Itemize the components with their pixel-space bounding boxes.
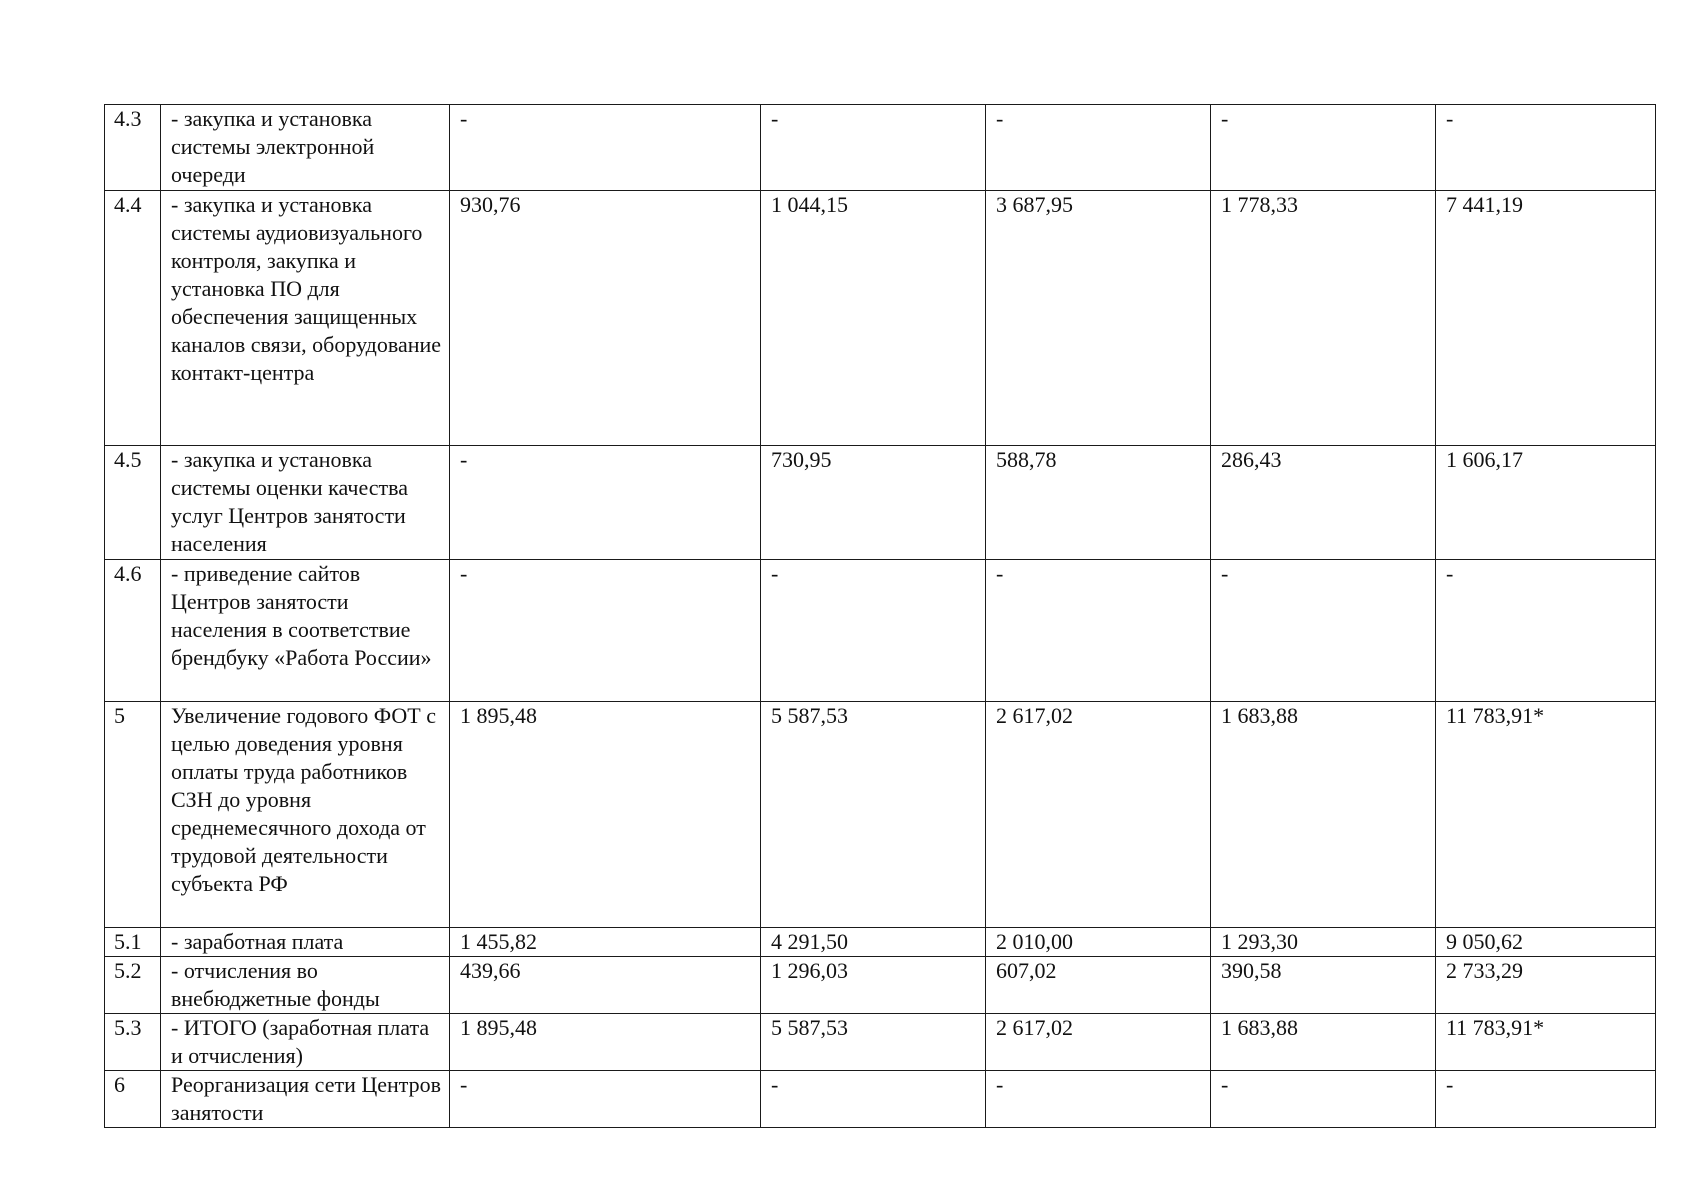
value-cell: 1 296,03 [761,957,986,1014]
row-description: - приведение сайтов Центров занятости населения в соответствие брендбуку «Работа России» [161,560,450,702]
row-description: - закупка и установка системы аудиовизуального контроля, закупка и установка ПО для обеспечения защищенных каналов связи, оборудование контакт-центра [161,191,450,446]
value-cell: 3 687,95 [986,191,1211,446]
value-cell: 1 895,48 [450,702,761,928]
value-cell: - [986,560,1211,702]
value-cell: - [450,105,761,191]
value-cell: 2 617,02 [986,702,1211,928]
row-number: 5.2 [105,957,161,1014]
row-description: - закупка и установка системы оценки качества услуг Центров занятости населения [161,446,450,560]
table-row [105,1071,1656,1128]
value-cell: - [986,1071,1211,1128]
row-description: - ИТОГО (заработная плата и отчисления) [161,1014,450,1071]
value-cell: 5 587,53 [761,1014,986,1071]
value-cell: 930,76 [450,191,761,446]
value-cell: 1 606,17 [1436,446,1656,560]
table-row [105,702,1656,928]
row-description: Увеличение годового ФОТ с целью доведения уровня оплаты труда работников СЗН до уровня среднемесячного дохода от трудовой деятельности субъекта РФ [161,702,450,928]
row-number: 5.1 [105,928,161,957]
value-cell: - [1436,1071,1656,1128]
row-description: - закупка и установка системы электронной очереди [161,105,450,191]
row-description: - заработная плата [161,928,450,957]
value-cell: 2 010,00 [986,928,1211,957]
row-number: 5.3 [105,1014,161,1071]
value-cell: - [1211,105,1436,191]
value-cell: 439,66 [450,957,761,1014]
value-cell: - [986,105,1211,191]
value-cell: - [1211,1071,1436,1128]
table-row [105,957,1656,1014]
value-cell: 1 044,15 [761,191,986,446]
row-number: 4.5 [105,446,161,560]
value-cell: 9 050,62 [1436,928,1656,957]
value-cell: 286,43 [1211,446,1436,560]
value-cell: 390,58 [1211,957,1436,1014]
table-row [105,191,1656,446]
value-cell: 1 683,88 [1211,1014,1436,1071]
table-row [105,928,1656,957]
value-cell: - [1211,560,1436,702]
value-cell: 1 683,88 [1211,702,1436,928]
value-cell: - [1436,560,1656,702]
value-cell: - [761,1071,986,1128]
row-description: Реорганизация сети Центров занятости [161,1071,450,1128]
budget-table [104,104,1656,1128]
table-row [105,105,1656,191]
value-cell: 4 291,50 [761,928,986,957]
value-cell: 730,95 [761,446,986,560]
table-row [105,560,1656,702]
value-cell: 607,02 [986,957,1211,1014]
row-number: 4.6 [105,560,161,702]
row-number: 4.4 [105,191,161,446]
value-cell: 11 783,91* [1436,1014,1656,1071]
value-cell: 588,78 [986,446,1211,560]
value-cell: 5 587,53 [761,702,986,928]
value-cell: - [450,446,761,560]
row-number: 4.3 [105,105,161,191]
value-cell: 7 441,19 [1436,191,1656,446]
value-cell: 2 617,02 [986,1014,1211,1071]
value-cell: - [761,105,986,191]
table-row [105,446,1656,560]
table-row [105,1014,1656,1071]
value-cell: 1 778,33 [1211,191,1436,446]
value-cell: 1 455,82 [450,928,761,957]
row-description: - отчисления во внебюджетные фонды [161,957,450,1014]
row-number: 6 [105,1071,161,1128]
value-cell: - [450,1071,761,1128]
value-cell: 1 895,48 [450,1014,761,1071]
value-cell: 11 783,91* [1436,702,1656,928]
value-cell: - [1436,105,1656,191]
row-number: 5 [105,702,161,928]
value-cell: 1 293,30 [1211,928,1436,957]
value-cell: - [761,560,986,702]
value-cell: 2 733,29 [1436,957,1656,1014]
value-cell: - [450,560,761,702]
